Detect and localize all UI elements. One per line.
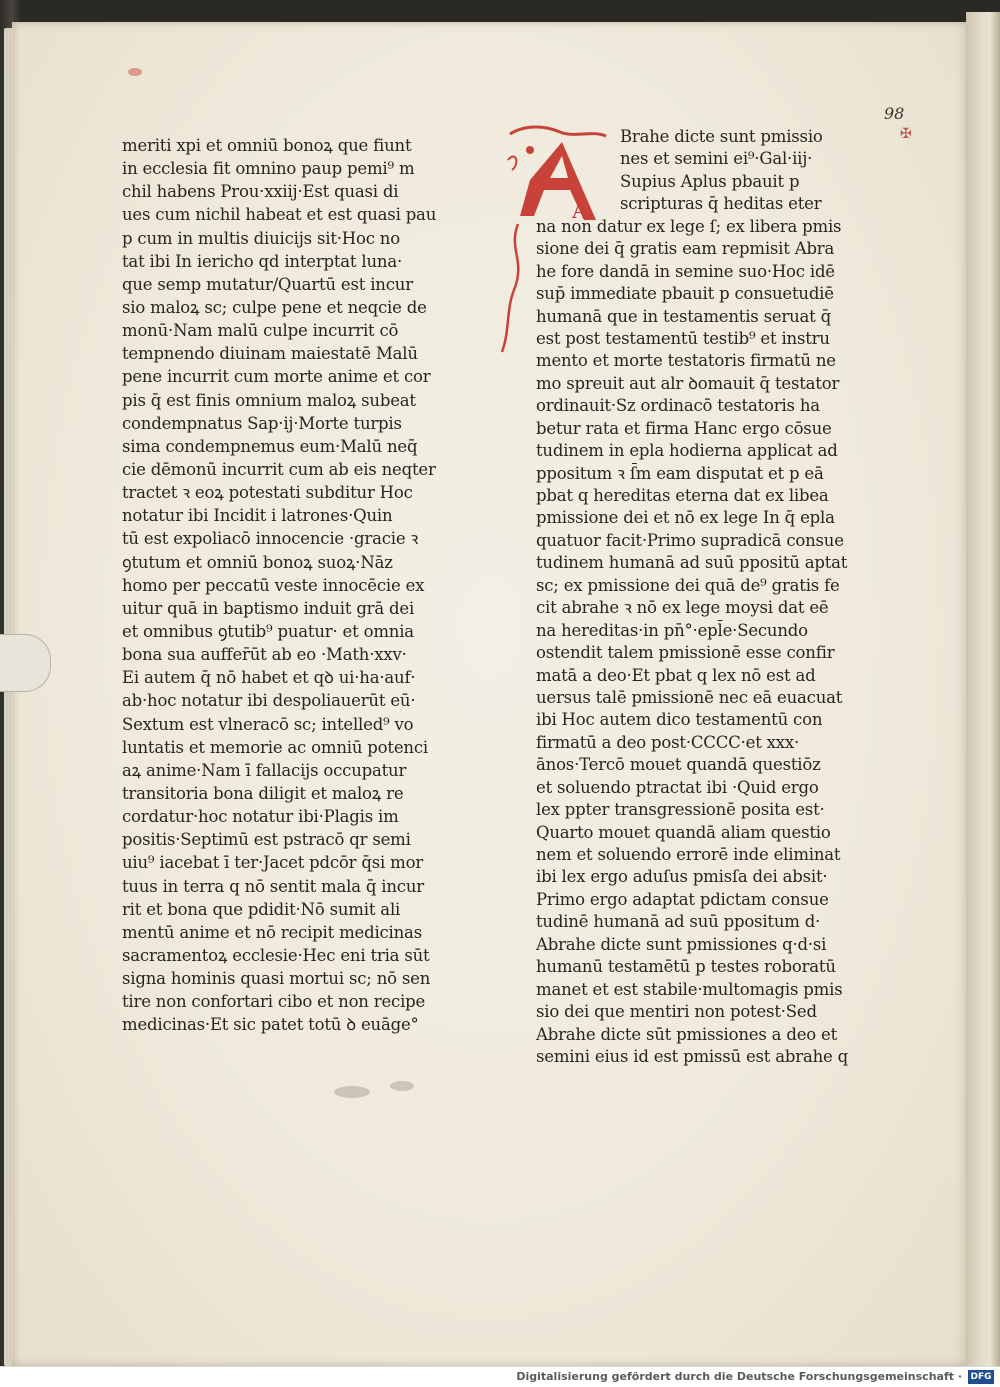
text-line: Brahe dicte sunt pmissio	[620, 127, 823, 146]
text-line: humanā que in testamentis seruat q̄	[536, 306, 832, 326]
text-line: lex ppter transgressionē posita est·	[536, 800, 825, 820]
ink-smudge	[128, 68, 142, 76]
text-line: Abrahe dicte sunt pmissiones q·d·si	[536, 934, 827, 954]
text-line: Quarto mouet quandā aliam questio	[536, 822, 831, 842]
text-line: condempnatus Sap·ij·Morte turpis	[122, 413, 402, 433]
text-line: aꝝ anime·Nam ī fallacijs occupatur	[122, 760, 407, 780]
facing-page-edge	[966, 12, 1000, 1366]
text-line: Abrahe dicte sūt pmissiones a deo et	[536, 1024, 838, 1044]
text-line: ab·hoc notatur ibi despoliauerūt eū·	[122, 691, 416, 711]
text-line: tuus in terra q nō sentit mala q̄ incur	[122, 876, 424, 896]
text-line: cordatur·hoc notatur ibi·Plagis im	[122, 807, 399, 827]
text-line: Ei autem q̄ nō habet et qꝺ ui·ha·auf·	[122, 668, 416, 688]
text-line: sup̄ immediate pbauit p consuetudiē	[536, 284, 834, 304]
text-line: pene incurrit cum morte anime et cor	[122, 367, 431, 387]
text-line: nem et soluendo errorē inde eliminat	[536, 845, 841, 864]
text-line: tudinem humanā ad suū ppositū aptat	[536, 553, 848, 573]
text-line: tempnendo diuinam maiestatē Malū	[122, 344, 418, 364]
text-line: pmissione dei et nō ex lege In q̄ epla	[536, 508, 835, 528]
text-line: uiu⁹ iacebat ī ter·Jacet pdcōr q̄si mor	[122, 853, 424, 873]
initial-letter: A	[572, 199, 588, 224]
text-line: rit et bona que pdidit·Nō sumit ali	[122, 899, 401, 919]
text-line: ordinauit·Sz ordinacō testatoris ha	[536, 396, 820, 416]
text-line: manet et est stabile·multomagis pmis	[536, 979, 843, 999]
text-line: ostendit talem pmissionē esse confir	[536, 643, 835, 663]
text-line: tū est expoliacō innocencie ·gracie ꝛ	[122, 529, 419, 549]
text-line: ꝯtutum et omniū bonoꝝ suoꝝ·Nāz	[122, 552, 393, 572]
text-line: sio maloꝝ sc; culpe pene et neqcie de	[122, 297, 427, 317]
folio-number: 98	[884, 104, 905, 123]
ink-blot	[322, 1072, 432, 1112]
text-line: sc; ex pmissione dei quā de⁹ gratis fe	[536, 575, 840, 595]
text-line: transitoria bona diligit et maloꝝ re	[122, 783, 404, 803]
text-line: Primo ergo adaptat pdictam consue	[536, 889, 829, 909]
text-line: pis q̄ est finis omnium maloꝝ subeat	[122, 390, 416, 410]
text-line: betur rata et firma Hanc ergo cōsue	[536, 418, 832, 438]
footer-bar	[0, 1366, 1000, 1387]
text-line: medicinas·Et sic patet totū ꝺ euāge°	[122, 1015, 419, 1035]
text-line: ānos·Tercō mouet quandā questiōz	[536, 755, 821, 775]
text-line: ibi Hoc autem dico testamentū con	[536, 710, 823, 730]
text-line: signa hominis quasi mortui sc; nō sen	[122, 969, 431, 989]
funding-credit: Digitalisierung gefördert durch die Deutsche Forschungsgemeinschaft ·	[516, 1370, 962, 1383]
text-line: ppositum ꝛ ſ̄m eam disputat et p eā	[536, 463, 824, 483]
text-line: notatur ibi Incidit i latrones·Quin	[122, 506, 393, 526]
left-text-column	[122, 134, 444, 1036]
dfg-logo: DFG	[968, 1370, 994, 1384]
text-line: p cum in multis diuicijs sit·Hoc no	[122, 228, 400, 248]
text-line: scripturas q̄ heditas eter	[620, 194, 822, 214]
text-line: chil habens Prou·xxiij·Est quasi di	[122, 182, 399, 202]
text-line: et omnibus ꝯtutib⁹ puatur· et omnia	[122, 621, 414, 641]
text-line: positis·Septimū est pstracō qr semi	[122, 830, 411, 850]
bookmark-tab	[0, 634, 51, 692]
text-line: sio dei que mentiri non potest·Sed	[536, 1002, 817, 1022]
text-line: cie dēmonū incurrit cum ab eis neqter	[122, 459, 436, 479]
text-line: matā a deo·Et pbat q lex nō est ad	[536, 665, 816, 685]
text-line: est post testamentū testib⁹ et instru	[536, 328, 830, 348]
text-line: uersus talē pmissionē nec eā euacuat	[536, 687, 843, 707]
text-line: in ecclesia fit omnino paup pemi⁹ m	[122, 159, 415, 179]
text-line: sione dei q̄ gratis eam repmisit Abra	[536, 239, 835, 259]
text-line: luntatis et memorie ac omniū potenci	[122, 737, 428, 757]
text-line: semini eius id est pmissū est abrahe q	[536, 1046, 848, 1066]
text-line: firmatū a deo post·CCCC·et xxx·	[536, 732, 800, 752]
text-line: tire non confortari cibo et non recipe	[122, 992, 426, 1012]
text-line: pbat q hereditas eterna dat ex libea	[536, 486, 829, 505]
text-line: humanū testamētū p testes roboratū	[536, 957, 836, 977]
text-line: Supius Aplus pbauit p	[620, 171, 800, 191]
text-line: he fore dandā in semine suo·Hoc idē	[536, 261, 835, 281]
text-line: tudinem in epla hodierna applicat ad	[536, 441, 838, 461]
text-line: sima condempnemus eum·Malū neq̄	[122, 436, 418, 456]
text-line: tractet ꝛ eoꝝ potestati subditur Hoc	[122, 483, 413, 503]
text-line: na hereditas·in pn̄°·epl̄e·Secundo	[536, 620, 808, 640]
text-line: mento et morte testatoris firmatū ne	[536, 351, 836, 371]
text-line: homo per peccatū veste innocēcie ex	[122, 575, 425, 595]
text-line: nes et semini ei⁹·Gal·iij·	[620, 149, 813, 169]
text-line: mentū anime et nō recipit medicinas	[122, 922, 422, 942]
text-line: sacramentoꝝ ecclesie·Hec eni tria sūt	[122, 945, 430, 965]
text-line: meriti xpi et omniū bonoꝝ que fiunt	[122, 136, 412, 155]
text-line: na non datur ex lege ſ; ex libera pmis	[536, 216, 842, 236]
text-line: et soluendo ptractat ibi ·Quid ergo	[536, 777, 819, 797]
text-line: quatuor facit·Primo supradicā consue	[536, 530, 844, 550]
text-line: que semp mutatur/Quartū est incur	[122, 274, 413, 294]
text-line: tudinē humanā ad suū ppositum d·	[536, 912, 821, 932]
text-line: ues cum nichil habeat et est quasi pau	[122, 205, 437, 225]
right-text-column	[536, 126, 850, 1068]
text-line: tat ibi In iericho qd interptat luna·	[122, 251, 403, 271]
folio-mark: ✠	[900, 126, 912, 142]
text-line: Sextum est vlneracō sc; intelled⁹ vo	[122, 714, 414, 734]
text-line: ibi lex ergo aduſus pmisſa dei absit·	[536, 867, 828, 887]
text-line: cit abrahe ꝛ nō ex lege moysi dat eē	[536, 598, 829, 618]
text-line: bona sua auffer̄ūt ab eo ·Math·xxv·	[122, 645, 407, 665]
text-line: uitur quā in baptismo induit grā dei	[122, 598, 415, 618]
text-line: monū·Nam malū culpe incurrit cō	[122, 321, 399, 341]
text-line: mo spreuit aut alr ꝺomauit q̄ testator	[536, 373, 840, 393]
